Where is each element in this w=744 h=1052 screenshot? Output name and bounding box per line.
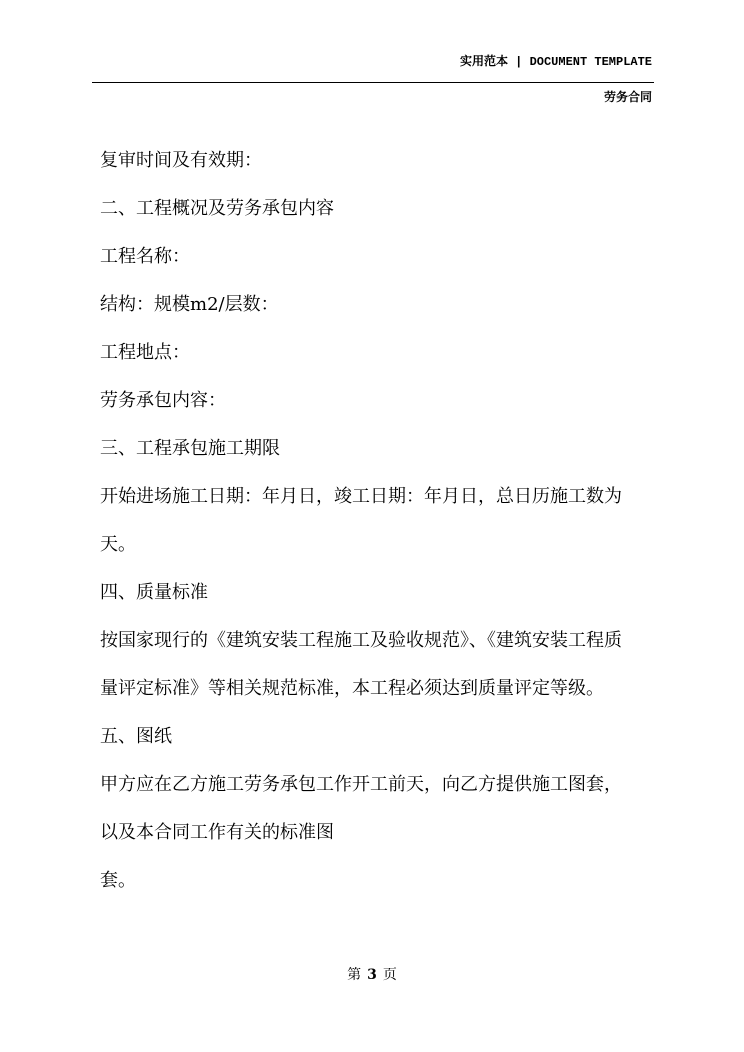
paragraph: 劳务承包内容：	[100, 390, 226, 411]
paragraph: 复审时间及有效期：	[100, 150, 262, 171]
page-suffix: 页	[382, 967, 397, 983]
paragraph: 结构：规模m2/层数：	[100, 294, 279, 315]
page-number: 3	[367, 967, 377, 983]
paragraph: 量评定标准》等相关规范标准，本工程必须达到质量评定等级。	[100, 678, 604, 699]
section-heading: 二、工程概况及劳务承包内容	[100, 198, 334, 219]
section-heading: 三、工程承包施工期限	[100, 438, 280, 459]
paragraph: 套。	[100, 870, 136, 891]
page-footer	[0, 964, 744, 984]
paragraph: 按国家现行的《建筑安装工程施工及验收规范》、《建筑安装工程质	[100, 630, 622, 651]
page-prefix: 第	[347, 967, 362, 983]
header-document-type: 劳务合同	[603, 90, 652, 104]
paragraph: 工程名称：	[100, 246, 190, 267]
paragraph: 甲方应在乙方施工劳务承包工作开工前天，向乙方提供施工图套，	[100, 774, 622, 795]
paragraph: 天。	[100, 534, 136, 555]
section-heading: 五、图纸	[100, 726, 172, 747]
header-document-label: 实用范本 | DOCUMENT TEMPLATE	[459, 55, 652, 69]
paragraph: 以及本合同工作有关的标准图	[100, 822, 334, 843]
header-divider	[92, 82, 654, 83]
document-body	[100, 137, 660, 905]
section-heading: 四、质量标准	[100, 582, 208, 603]
paragraph: 开始进场施工日期：年月日，竣工日期：年月日，总日历施工数为	[100, 486, 622, 507]
paragraph: 工程地点：	[100, 342, 190, 363]
